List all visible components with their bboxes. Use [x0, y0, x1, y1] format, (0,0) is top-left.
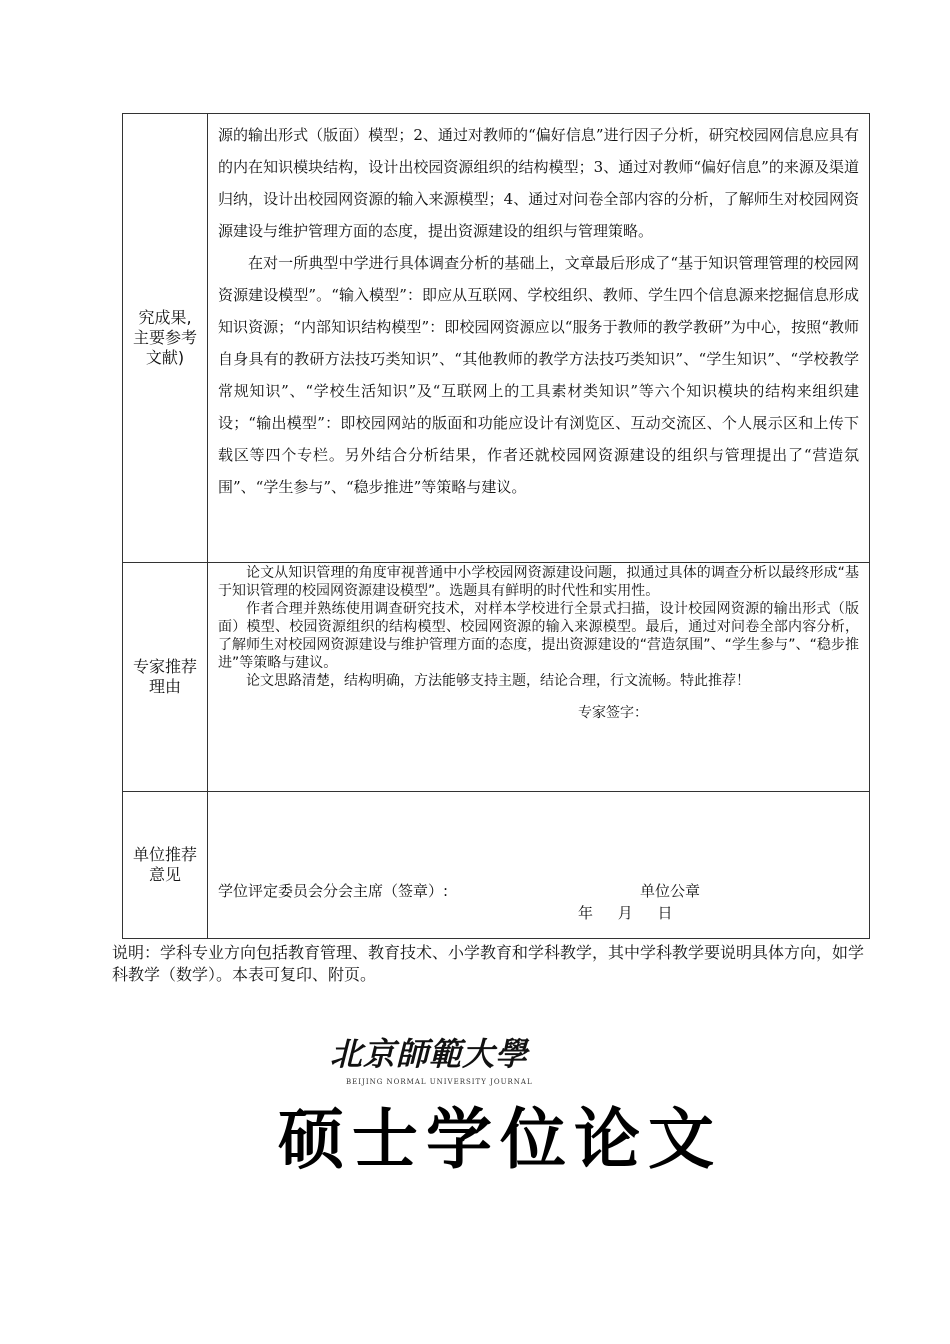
- results-row: [123, 114, 870, 563]
- expert-row: [123, 563, 870, 792]
- results-label: 究成果,主要参考文献): [133, 308, 198, 367]
- recommendation-form-table: [122, 113, 870, 939]
- logo-calligraphy: 北京師範大學: [330, 1035, 529, 1073]
- thesis-title: 硕士学位论文: [278, 1101, 722, 1178]
- logo-subtitle: BEIJING NORMAL UNIVERSITY JOURNAL: [346, 1078, 533, 1086]
- expert-paragraph-1: 论文从知识管理的角度审视普通中小学校园网资源建设问题，拟通过具体的调查分析以最终形成“基于知识管理的校园网资源建设模型”。选题具有鲜明的时代性和实用性。: [218, 565, 859, 599]
- expert-label: 专家推荐理由: [133, 657, 198, 696]
- expert-paragraph-2: 作者合理并熟练使用调查研究技术，对样本学校进行全景式扫描，设计校园网资源的输出形式（版面）模型、校园资源组织的结构模型、校园网资源的输入来源模型。最后，通过对问卷全部内容分析，了解师生对校园网资源建设与维护管理方面的态度，提出资源建设的“营造氛围”、“学生参与”、“稳步推进”等策略与建议。: [218, 601, 859, 671]
- expert-label-cell: [123, 563, 208, 792]
- unit-label: 单位推荐意见: [133, 845, 198, 884]
- results-paragraph-1: 源的输出形式（版面）模型；2、通过对教师的“偏好信息”进行因子分析，研究校园网信息应具有的内在知识模块结构，设计出校园资源组织的结构模型；3、通过对教师“偏好信息”的来源及渠道归纳，设计出校园网资源的输入来源模型；4、通过对问卷全部内容的分析，了解师生对校园网资源建设与维护管理方面的态度，提出资源建设的组织与管理策略。: [218, 126, 859, 240]
- unit-seal-label: 单位公章: [640, 882, 701, 900]
- unit-label-cell: [123, 792, 208, 939]
- expert-paragraph-3: 论文思路清楚，结构明确，方法能够支持主题，结论合理，行文流畅。特此推荐！: [246, 673, 750, 689]
- date-label: 年 月 日: [578, 904, 673, 922]
- results-label-cell: [123, 114, 208, 563]
- form-note: 说明：学科专业方向包括教育管理、教育技术、小学教育和学科教学，其中学科教学要说明具体方向，如学科教学（数学）。本表可复印、附页。: [112, 943, 865, 984]
- unit-row: [123, 792, 870, 939]
- results-paragraph-2: 在对一所典型中学进行具体调查分析的基础上，文章最后形成了“基于知识管理管理的校园网资源建设模型”。“输入模型”：即应从互联网、学校组织、教师、学生四个信息源来挖掘信息形成知识资源；“内部知识结构模型”：即校园网资源应以“服务于教师的教学教研”为中心，按照“教师自身具有的教研方法技巧类知识”、“其他教师的教学方法技巧类知识”、“学生知识”、“学校教学常规知识”、“学校生活知识”及“互联网上的工具素材类知识”等六个知识模块的结构来组织建设；“输出模型”：即校园网站的版面和功能应设计有浏览区、互动交流区、个人展示区和上传下载区等四个专栏。另外结合分析结果，作者还就校园网资源建设的组织与管理提出了“营造氛围”、“学生参与”、“稳步推进”等策略与建议。: [218, 254, 859, 496]
- unit-content-cell: [208, 792, 870, 939]
- committee-chair-signature-label: 学位评定委员会分会主席（签章）:: [218, 882, 449, 900]
- expert-content-cell: [208, 563, 870, 792]
- expert-signature-label: 专家签字：: [578, 705, 648, 721]
- results-content-cell: [208, 114, 870, 563]
- university-logo: [330, 1034, 560, 1094]
